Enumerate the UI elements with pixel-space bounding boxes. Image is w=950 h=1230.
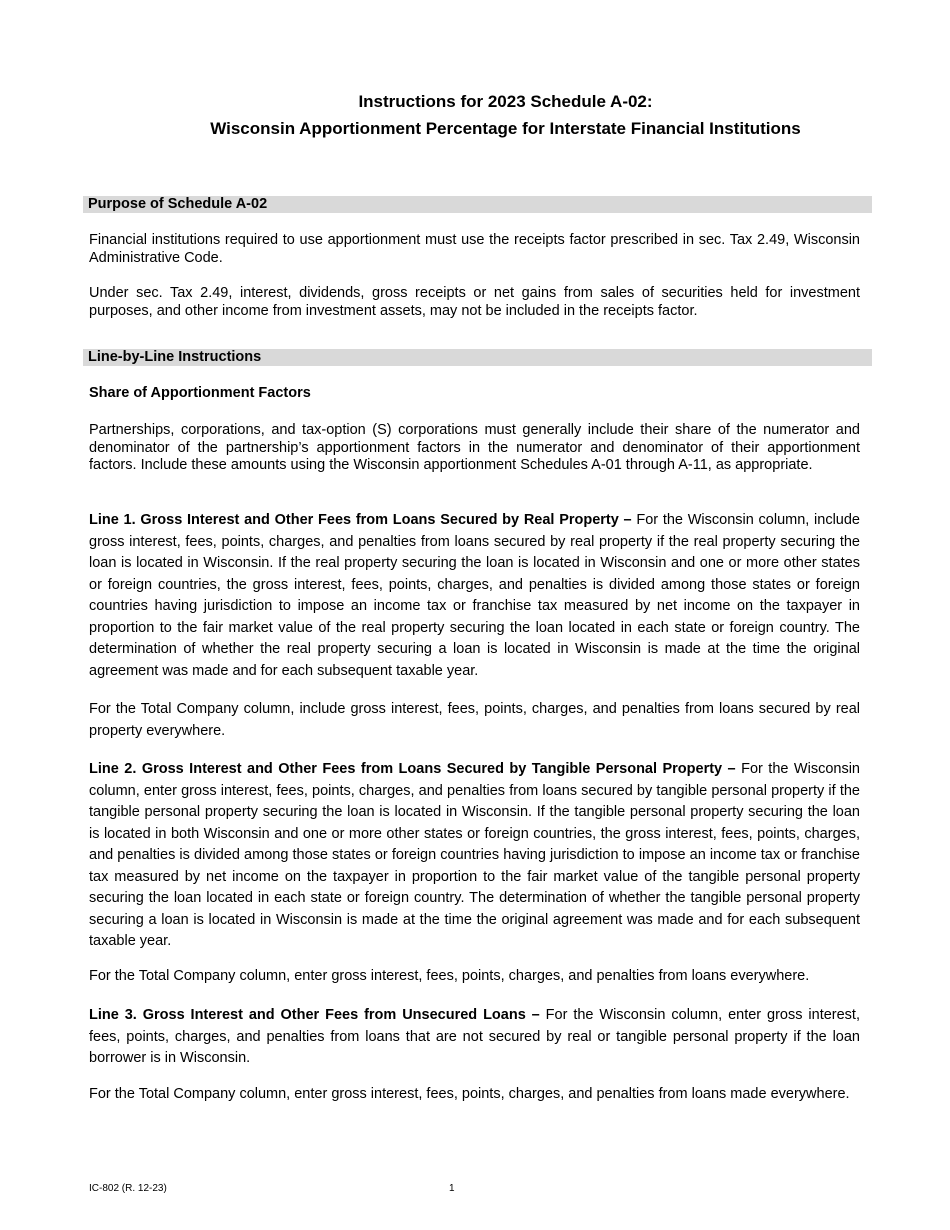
line-1-total-company: For the Total Company column, include gross interest, fees, points, charges, and penalties from loans secured by real property everywhere.	[89, 701, 860, 739]
share-of-apportionment-heading: Share of Apportionment Factors	[89, 385, 311, 401]
page-number: 1	[449, 1183, 455, 1194]
line-2-total-company: For the Total Company column, enter gross interest, fees, points, charges, and penalties from loans everywhere.	[89, 968, 810, 984]
line-1-title: Line 1. Gross Interest and Other Fees from Loans Secured by Real Property –	[89, 512, 632, 528]
purpose-paragraph-1: Financial institutions required to use apportionment must use the receipts factor prescribed in sec. Tax 2.49, Wisconsin Administrative Code.	[89, 232, 860, 266]
line-2-text: For the Wisconsin column, enter gross interest, fees, points, charges, and penalties from loans secured by tangible personal property if the tangible personal property securing the loan is located in Wisconsin. If the tangible personal property securing the loan is located in both Wisconsin and one or more other states or foreign countries, the gross interest, fees, points, charges, and penalties is divided among those states or foreign countries having jurisdiction to impose an income tax or franchise tax measured by net income on the taxpayer in proportion to the fair market value of the tangible personal property securing the loan located in each state or foreign country. The determination of whether the tangible personal property securing a loan is located in Wisconsin is made at the time the original agreement was made and for each subsequent taxable year.	[89, 761, 860, 949]
line-2-instructions	[89, 759, 860, 953]
purpose-section-heading: Purpose of Schedule A-02	[83, 196, 872, 213]
line-3-instructions	[89, 1005, 860, 1070]
line-1-instructions	[89, 510, 860, 682]
title-line-1: Instructions for 2023 Schedule A-02:	[358, 92, 653, 111]
form-identifier: IC-802 (R. 12-23)	[89, 1183, 167, 1194]
purpose-paragraph-2: Under sec. Tax 2.49, interest, dividends, gross receipts or net gains from sales of securities held for investment purposes, and other income from investment assets, may not be included in the receipts factor.	[89, 285, 860, 319]
line-1-text: For the Wisconsin column, include gross interest, fees, points, charges, and penalties from loans secured by real property if the real property securing the loan is located in Wisconsin. If the real property securing the loan is located in Wisconsin and one or more other states or foreign countries, the gross interest, fees, points, charges, and penalties is divided among those states or foreign countries having jurisdiction to impose an income tax or franchise tax measured by net income on the taxpayer in proportion to the fair market value of the real property securing the loan located in each state or foreign country. The determination of whether the real property securing a loan is located in Wisconsin is made at the time the original agreement was made and for each subsequent taxable year.	[89, 512, 860, 679]
line-3-text: For the Wisconsin column, enter gross interest, fees, points, charges, and penalties from loans that are not secured by real or tangible personal property if the loan borrower is in Wisconsin.	[89, 1007, 860, 1066]
share-of-apportionment-paragraph: Partnerships, corporations, and tax-option (S) corporations must generally include their share of the numerator and denominator of the partnership’s apportionment factors in the numerator and denominator of their apportionment factors. Include these amounts using the Wisconsin apportionment Schedules A-01 through A-11, as appropriate.	[89, 422, 860, 473]
line-3-total-company: For the Total Company column, enter gross interest, fees, points, charges, and penalties from loans made everywhere.	[89, 1086, 850, 1102]
line-3-title: Line 3. Gross Interest and Other Fees from Unsecured Loans –	[89, 1007, 540, 1023]
document-title	[83, 88, 872, 142]
title-line-2: Wisconsin Apportionment Percentage for Interstate Financial Institutions	[210, 119, 801, 138]
line-by-line-section-heading: Line-by-Line Instructions	[83, 349, 872, 366]
line-2-title: Line 2. Gross Interest and Other Fees from Loans Secured by Tangible Personal Property –	[89, 761, 736, 777]
